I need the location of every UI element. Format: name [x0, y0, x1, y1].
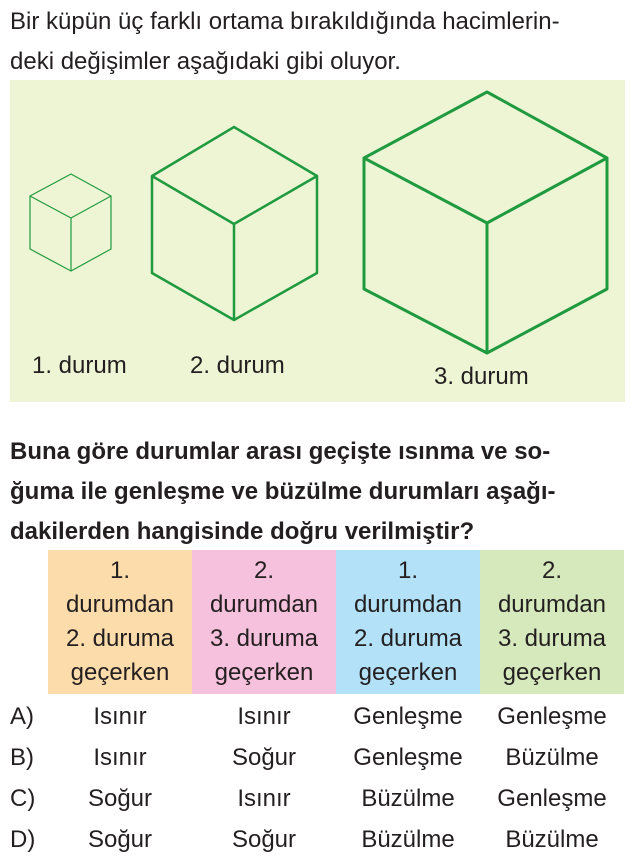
header-text: geçerken [214, 659, 314, 686]
cube-figure [10, 80, 625, 402]
question-line-2: ğuma ile genleşme ve büzülme durumları aşağı- [10, 478, 556, 505]
label-state-3: 3. durum [434, 363, 529, 390]
option-c-cell: Genleşme [497, 785, 607, 812]
header-text: durumdan [353, 591, 463, 618]
intro-text [10, 2, 635, 82]
header-text: 1. [397, 557, 418, 584]
header-1-to-2-temp [48, 550, 192, 694]
option-a-cell: Genleşme [497, 703, 607, 730]
option-c-letter[interactable]: C) [10, 785, 36, 812]
header-text: durumdan [65, 591, 175, 618]
question-text [10, 432, 635, 552]
option-d-letter[interactable]: D) [10, 826, 36, 853]
header-text: geçerken [358, 659, 458, 686]
option-c-cell: Büzülme [361, 785, 455, 812]
header-text: geçerken [502, 659, 602, 686]
header-text: 2. [253, 557, 274, 584]
header-text: 3. duruma [209, 625, 319, 652]
option-a-cell: Genleşme [353, 703, 463, 730]
option-b-cell: Soğur [231, 744, 297, 771]
option-a-cell: Isınır [237, 703, 291, 730]
header-2-to-3-temp [192, 550, 336, 694]
option-d-cell: Soğur [231, 826, 297, 853]
question-line-3: dakilerden hangisinde doğru verilmiştir? [10, 518, 475, 545]
option-c-cell: Soğur [87, 785, 153, 812]
header-1-to-2-volume [336, 550, 480, 694]
option-b-letter[interactable]: B) [10, 744, 34, 771]
header-text: 3. duruma [497, 625, 607, 652]
header-text: 2. duruma [353, 625, 463, 652]
cube-large [364, 92, 607, 353]
option-d-cell: Soğur [87, 826, 153, 853]
option-d-cell: Büzülme [505, 826, 599, 853]
cube-medium [152, 127, 317, 320]
option-b-cell: Genleşme [353, 744, 463, 771]
option-b-cell: Isınır [93, 744, 147, 771]
header-text: geçerken [70, 659, 170, 686]
header-2-to-3-volume [480, 550, 624, 694]
intro-line-1: Bir küpün üç farklı ortama bırakıldığında hacimlerin- [10, 8, 560, 35]
header-text: 2. duruma [65, 625, 175, 652]
header-text: 1. [109, 557, 130, 584]
option-a-cell: Isınır [93, 703, 147, 730]
header-text: durumdan [497, 591, 607, 618]
label-state-2: 2. durum [190, 352, 285, 379]
cube-small [30, 174, 111, 271]
question-line-1: Buna göre durumlar arası geçişte ısınma ve so- [10, 438, 551, 465]
header-text: 2. [541, 557, 562, 584]
option-c-cell: Isınır [237, 785, 291, 812]
option-b-cell: Büzülme [505, 744, 599, 771]
label-state-1: 1. durum [32, 352, 127, 379]
option-d-cell: Büzülme [361, 826, 455, 853]
header-text: durumdan [209, 591, 319, 618]
option-a-letter[interactable]: A) [10, 703, 34, 730]
intro-line-2: deki değişimler aşağıdaki gibi oluyor. [10, 48, 401, 75]
